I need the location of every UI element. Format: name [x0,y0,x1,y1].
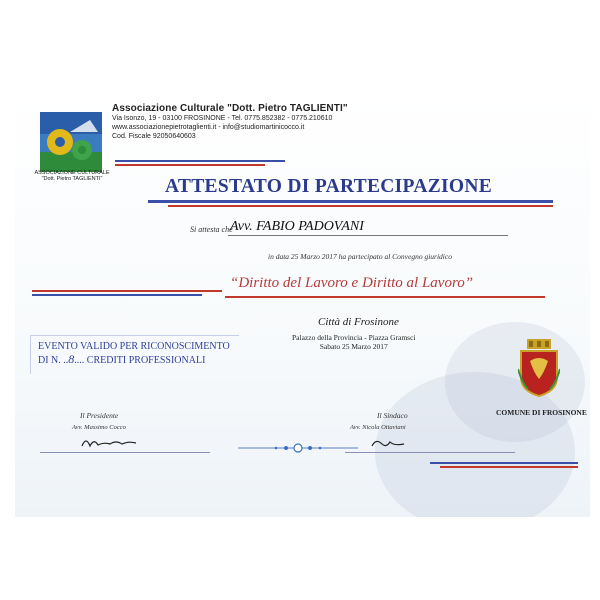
venue-city: Città di Frosinone [318,316,399,328]
venue-date: Sabato 25 Marzo 2017 [319,342,388,351]
association-fiscal: Cod. Fiscale 92050640603 [112,133,196,140]
participant-name: Avv. FABIO PADOVANI [230,219,364,234]
decorative-ornament-icon [238,443,358,453]
mayor-signature-line [345,452,515,453]
association-web: www.associazionepietrotaglienti.it - info@studiomartinicocco.it [112,124,305,131]
association-name: Associazione Culturale "Dott. Pietro TAGLIENTI" [112,103,348,114]
event-line-2 [38,353,230,367]
logo-caption-line: ASSOCIAZIONE CULTURALE [34,170,110,176]
event-line-2-suffix: .... CREDITI PROFESSIONALI [74,355,206,366]
association-logo-icon [40,112,102,172]
logo-caption-line: "Dott. Pietro TAGLIENTI" [41,176,103,182]
title-rule-red [168,205,553,207]
conference-title: “Diritto del Lavoro e Diritto al Lavoro” [230,275,474,291]
footer-rule-red [440,466,578,468]
mayor-signature [368,436,408,452]
venue-place: Palazzo della Provincia - Piazza Gramsci [292,333,416,342]
conference-rule-blue [32,294,202,296]
attests-label: Si attesta che [190,225,233,234]
title-rule-blue [148,200,553,203]
header-rule-blue [115,160,285,162]
president-signature-line [40,452,210,453]
president-role: Il Presidente [80,411,119,420]
footer-rule-blue [430,462,578,464]
event-line-2-prefix: DI N. .. [38,355,69,366]
mayor-name: Avv. Nicola Ottaviani [350,424,406,431]
venue-details [292,333,416,351]
president-signature [80,432,140,452]
coat-of-arms-icon [518,339,560,397]
conference-rule-red [32,290,222,292]
municipality-label: COMUNE DI FROSINONE [496,408,587,417]
event-line-1: EVENTO VALIDO PER RICONOSCIMENTO [38,341,230,352]
conference-rule-red-right [225,296,545,298]
logo-caption [34,170,110,182]
participation-date-text: in data 25 Marzo 2017 ha partecipato al Convegno giuridico [268,252,452,261]
association-header [112,103,348,141]
credits-number: 8 [68,352,75,366]
mayor-role: Il Sindaco [377,411,408,420]
header-rule-red [115,164,265,166]
president-name: Avv. Massimo Cocco [72,424,126,431]
name-underline [228,235,508,236]
certificate-title: ATTESTATO DI PARTECIPAZIONE [165,176,493,197]
event-credits [38,340,230,367]
association-address: Via Isonzo, 19 - 03100 FROSINONE - Tel. 0775.852382 - 0775.210610 [112,115,333,122]
watermark-shape [445,322,585,442]
